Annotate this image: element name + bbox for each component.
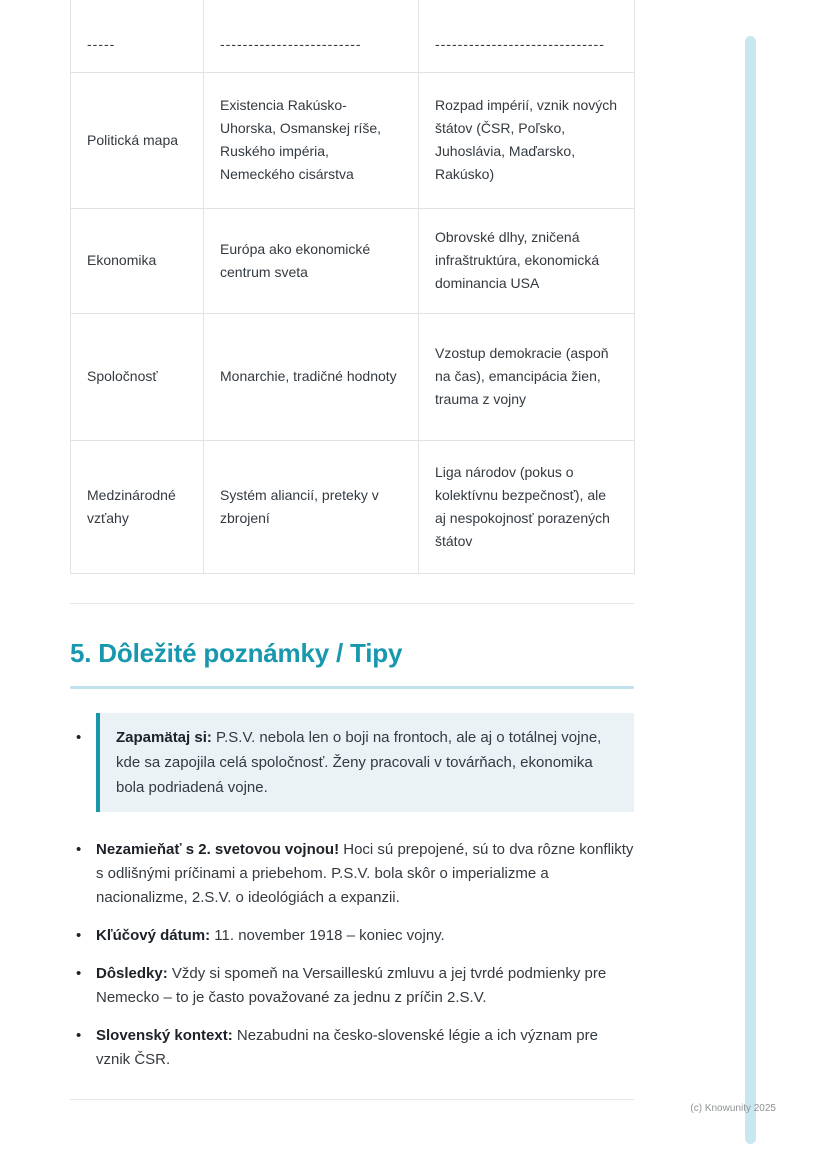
notes-list bbox=[70, 713, 634, 1072]
bullet-marker: • bbox=[76, 964, 82, 982]
table-row bbox=[71, 208, 635, 313]
callout-lead: Zapamätaj si: bbox=[116, 728, 212, 746]
bullet-marker: • bbox=[76, 926, 82, 944]
table-separator-row bbox=[71, 0, 635, 72]
table-cell: ------------------------- bbox=[204, 0, 419, 72]
table-cell: Politická mapa bbox=[71, 72, 204, 208]
list-item bbox=[70, 838, 634, 910]
bullet-marker: • bbox=[76, 840, 82, 858]
section-heading: 5. Dôležité poznámky / Tipy bbox=[70, 637, 403, 668]
section-divider bbox=[70, 603, 634, 604]
note-lead: Dôsledky: bbox=[96, 964, 168, 982]
table-cell: Rozpad impérií, vznik nových štátov (ČSR, Poľsko, Juhoslávia, Maďarsko, Rakúsko) bbox=[419, 72, 635, 208]
table-cell: ------------------------------ bbox=[419, 0, 635, 72]
note-text: Hoci sú prepojené, sú to dva rôzne konflikty s odlišnými príčinami a priebehom. P.S.V. bola skôr o imperializme a nacionalizme, 2.S.V. o ideológiách a expanzii. bbox=[96, 840, 634, 906]
list-item bbox=[70, 924, 634, 948]
scrollbar[interactable] bbox=[745, 36, 756, 1144]
table-cell: Medzinárodné vzťahy bbox=[71, 440, 204, 573]
list-item bbox=[70, 962, 634, 1010]
table-row bbox=[71, 313, 635, 440]
note-lead: Slovenský kontext: bbox=[96, 1026, 233, 1044]
table-cell: ----- bbox=[71, 0, 204, 72]
bullet-marker: • bbox=[76, 728, 82, 746]
list-item bbox=[70, 1024, 634, 1072]
table-cell: Obrovské dlhy, zničená infraštruktúra, ekonomická dominancia USA bbox=[419, 208, 635, 313]
table-cell: Európa ako ekonomické centrum sveta bbox=[204, 208, 419, 313]
table-cell: Systém aliancií, preteky v zbrojení bbox=[204, 440, 419, 573]
table-cell: Liga národov (pokus o kolektívnu bezpečnosť), ale aj nespokojnosť porazených štátov bbox=[419, 440, 635, 573]
table-cell: Existencia Rakúsko-Uhorska, Osmanskej ríše, Ruského impéria, Nemeckého cisárstva bbox=[204, 72, 419, 208]
table-cell: Ekonomika bbox=[71, 208, 204, 313]
note-text: 11. november 1918 – koniec vojny. bbox=[210, 926, 445, 944]
callout-list-item bbox=[70, 713, 634, 812]
callout-text: P.S.V. nebola len o boji na frontoch, ale aj o totálnej vojne, kde sa zapojila celá spoločnosť. Ženy pracovali v továrňach, ekonomika bola podriadená vojne. bbox=[116, 728, 602, 796]
document-content bbox=[70, 0, 634, 1100]
note-text: Nezabudni na česko-slovenské légie a ich význam pre vznik ČSR. bbox=[96, 1026, 598, 1068]
table-row bbox=[71, 440, 635, 573]
heading-underline bbox=[70, 686, 634, 689]
callout-box bbox=[96, 713, 634, 812]
bullet-marker: • bbox=[76, 1026, 82, 1044]
copyright-footer: (c) Knowunity 2025 bbox=[690, 1103, 776, 1114]
comparison-table bbox=[70, 0, 635, 574]
table-cell: Monarchie, tradičné hodnoty bbox=[204, 313, 419, 440]
table-cell: Spoločnosť bbox=[71, 313, 204, 440]
table-row bbox=[71, 72, 635, 208]
footer-divider bbox=[70, 1099, 634, 1100]
note-lead: Kľúčový dátum: bbox=[96, 926, 211, 944]
note-lead: Nezamieňať s 2. svetovou vojnou! bbox=[96, 840, 340, 858]
table-cell: Vzostup demokracie (aspoň na čas), emancipácia žien, trauma z vojny bbox=[419, 313, 635, 440]
note-text: Vždy si spomeň na Versailleskú zmluvu a jej tvrdé podmienky pre Nemecko – to je často považované za jednu z príčin 2.S.V. bbox=[96, 964, 607, 1006]
